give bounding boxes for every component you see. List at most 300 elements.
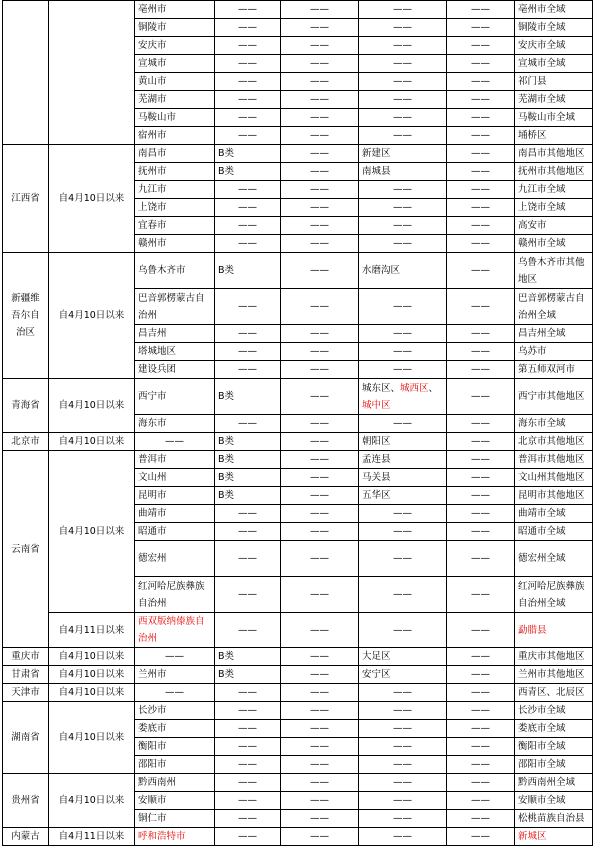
- province-cell: 甘肃省: [3, 666, 49, 684]
- low-risk-cell: ——: [447, 756, 515, 774]
- scope-cell: 铜陵市全域: [515, 19, 593, 37]
- start-date-cell: [49, 1, 135, 145]
- risk-class-cell: ——: [215, 577, 281, 613]
- low-risk-cell: ——: [447, 325, 515, 343]
- city-cell: 西宁市: [135, 379, 215, 415]
- scope-cell: 祁门县: [515, 73, 593, 91]
- scope-cell: 巴音郭楞蒙古自治州全域: [515, 289, 593, 325]
- risk-class-cell: ——: [215, 73, 281, 91]
- district-name: ——: [393, 526, 412, 537]
- table-row: [3, 145, 593, 163]
- mid-risk-district-cell: [359, 666, 447, 684]
- mid-risk-district-cell: [359, 828, 447, 846]
- province-cell: 云南省: [3, 451, 49, 648]
- city-cell: 文山州: [135, 469, 215, 487]
- mid-risk-district-cell: [359, 738, 447, 756]
- scope-cell: 上饶市全域: [515, 199, 593, 217]
- city-cell: 邵阳市: [135, 756, 215, 774]
- city-cell: 铜仁市: [135, 810, 215, 828]
- high-risk-cell: ——: [281, 487, 359, 505]
- scope-cell: 芜湖市全域: [515, 91, 593, 109]
- mid-risk-district-cell: [359, 289, 447, 325]
- city-cell: 马鞍山市: [135, 109, 215, 127]
- mid-risk-district-cell: [359, 451, 447, 469]
- city-cell: 呼和浩特市: [135, 828, 215, 846]
- mid-risk-district-cell: [359, 181, 447, 199]
- district-name: ——: [393, 202, 412, 213]
- low-risk-cell: ——: [447, 648, 515, 666]
- high-risk-cell: ——: [281, 469, 359, 487]
- risk-class-cell: ——: [215, 541, 281, 577]
- risk-class-cell: ——: [215, 415, 281, 433]
- high-risk-cell: ——: [281, 433, 359, 451]
- high-risk-cell: ——: [281, 217, 359, 235]
- low-risk-cell: ——: [447, 613, 515, 648]
- low-risk-cell: ——: [447, 127, 515, 145]
- province-cell: 内蒙古: [3, 828, 49, 846]
- scope-cell: 黔西南州全域: [515, 774, 593, 792]
- district-name: ——: [393, 759, 412, 770]
- scope-cell: 马鞍山市全域: [515, 109, 593, 127]
- scope-cell: 南昌市其他地区: [515, 145, 593, 163]
- mid-risk-district-cell: [359, 523, 447, 541]
- high-risk-cell: ——: [281, 253, 359, 289]
- low-risk-cell: ——: [447, 738, 515, 756]
- mid-risk-district-cell: [359, 810, 447, 828]
- city-cell: 九江市: [135, 181, 215, 199]
- scope-cell: 九江市全域: [515, 181, 593, 199]
- scope-cell: 乌苏市: [515, 343, 593, 361]
- mid-risk-district-cell: [359, 433, 447, 451]
- start-date-cell: 自4月10日以来: [49, 145, 135, 253]
- high-risk-cell: ——: [281, 361, 359, 379]
- scope-cell: 抚州市其他地区: [515, 163, 593, 181]
- scope-cell: 昆明市其他地区: [515, 487, 593, 505]
- risk-class-cell: ——: [215, 109, 281, 127]
- city-cell: 南昌市: [135, 145, 215, 163]
- city-cell: 铜陵市: [135, 19, 215, 37]
- district-name: 城东区: [362, 382, 391, 394]
- mid-risk-district-cell: [359, 756, 447, 774]
- mid-risk-district-cell: [359, 91, 447, 109]
- mid-risk-district-cell: [359, 613, 447, 648]
- district-name: ——: [393, 40, 412, 51]
- city-cell: ——: [135, 433, 215, 451]
- city-cell: 宣城市: [135, 55, 215, 73]
- city-cell: 衡阳市: [135, 738, 215, 756]
- district-name: ——: [393, 184, 412, 195]
- city-cell: 德宏州: [135, 541, 215, 577]
- mid-risk-district-cell: [359, 487, 447, 505]
- low-risk-cell: ——: [447, 163, 515, 181]
- high-risk-cell: ——: [281, 666, 359, 684]
- high-risk-cell: ——: [281, 379, 359, 415]
- low-risk-cell: ——: [447, 666, 515, 684]
- scope-cell: 安顺市全域: [515, 792, 593, 810]
- high-risk-cell: ——: [281, 613, 359, 648]
- high-risk-cell: ——: [281, 577, 359, 613]
- low-risk-cell: ——: [447, 145, 515, 163]
- high-risk-cell: ——: [281, 1, 359, 19]
- district-name: ——: [393, 553, 412, 564]
- province-cell: 新疆维吾尔自治区: [3, 253, 49, 379]
- risk-class-cell: ——: [215, 738, 281, 756]
- district-name: ——: [393, 22, 412, 33]
- start-date-cell: 自4月10日以来: [49, 253, 135, 379]
- scope-cell: 亳州市全域: [515, 1, 593, 19]
- city-cell: 西双版纳傣族自治州: [135, 613, 215, 648]
- high-risk-cell: ——: [281, 648, 359, 666]
- start-date-cell: 自4月11日以来: [49, 613, 135, 648]
- high-risk-cell: ——: [281, 756, 359, 774]
- high-risk-cell: ——: [281, 19, 359, 37]
- low-risk-cell: ——: [447, 774, 515, 792]
- scope-cell: 昌吉州全域: [515, 325, 593, 343]
- low-risk-cell: ——: [447, 55, 515, 73]
- city-cell: 昭通市: [135, 523, 215, 541]
- city-cell: 塔城地区: [135, 343, 215, 361]
- risk-class-cell: ——: [215, 720, 281, 738]
- start-date-cell: 自4月10日以来: [49, 774, 135, 828]
- risk-class-cell: ——: [215, 235, 281, 253]
- province-cell: 重庆市: [3, 648, 49, 666]
- risk-class-cell: ——: [215, 828, 281, 846]
- province-cell: 湖南省: [3, 702, 49, 774]
- scope-cell: 文山州其他地区: [515, 469, 593, 487]
- scope-cell: 西宁市其他地区: [515, 379, 593, 415]
- high-risk-cell: ——: [281, 451, 359, 469]
- city-cell: 长沙市: [135, 702, 215, 720]
- city-cell: 赣州市: [135, 235, 215, 253]
- city-cell: ——: [135, 684, 215, 702]
- low-risk-cell: ——: [447, 253, 515, 289]
- mid-risk-district-cell: [359, 145, 447, 163]
- risk-class-cell: ——: [215, 792, 281, 810]
- high-risk-cell: ——: [281, 738, 359, 756]
- mid-risk-district-cell: [359, 415, 447, 433]
- risk-class-cell: ——: [215, 361, 281, 379]
- start-date-cell: 自4月10日以来: [49, 433, 135, 451]
- low-risk-cell: ——: [447, 415, 515, 433]
- district-name: ——: [393, 705, 412, 716]
- city-cell: 黄山市: [135, 73, 215, 91]
- low-risk-cell: ——: [447, 217, 515, 235]
- city-cell: 娄底市: [135, 720, 215, 738]
- high-risk-cell: ——: [281, 91, 359, 109]
- high-risk-cell: ——: [281, 37, 359, 55]
- city-cell: 海东市: [135, 415, 215, 433]
- risk-class-cell: B类: [215, 253, 281, 289]
- table-row: [3, 666, 593, 684]
- province-cell: [3, 1, 49, 145]
- high-risk-cell: ——: [281, 523, 359, 541]
- low-risk-cell: ——: [447, 361, 515, 379]
- table-row: [3, 702, 593, 720]
- low-risk-cell: ——: [447, 91, 515, 109]
- risk-class-cell: ——: [215, 127, 281, 145]
- scope-cell: 红河哈尼族彝族自治州全域: [515, 577, 593, 613]
- mid-risk-district-cell: [359, 774, 447, 792]
- low-risk-cell: ——: [447, 19, 515, 37]
- low-risk-cell: ——: [447, 343, 515, 361]
- district-name: ——: [393, 346, 412, 357]
- scope-cell: 兰州市其他地区: [515, 666, 593, 684]
- city-cell: 曲靖市: [135, 505, 215, 523]
- mid-risk-district-cell: [359, 648, 447, 666]
- high-risk-cell: ——: [281, 325, 359, 343]
- district-name: ——: [393, 364, 412, 375]
- district-name: ——: [393, 795, 412, 806]
- high-risk-cell: ——: [281, 199, 359, 217]
- low-risk-cell: ——: [447, 235, 515, 253]
- mid-risk-district-cell: [359, 37, 447, 55]
- high-risk-cell: ——: [281, 684, 359, 702]
- district-name: ——: [393, 741, 412, 752]
- mid-risk-district-cell: [359, 73, 447, 91]
- mid-risk-district-cell: [359, 343, 447, 361]
- low-risk-cell: ——: [447, 451, 515, 469]
- district-name: ——: [393, 301, 412, 312]
- table-body: [3, 1, 593, 846]
- district-name: ——: [393, 687, 412, 698]
- city-cell: ——: [135, 648, 215, 666]
- district-name: 安宁区: [362, 669, 391, 680]
- table-row: [3, 379, 593, 415]
- district-name: 、 城西区: [391, 383, 429, 394]
- low-risk-cell: ——: [447, 487, 515, 505]
- risk-class-cell: ——: [215, 613, 281, 648]
- mid-risk-district-cell: [359, 127, 447, 145]
- risk-class-cell: ——: [215, 684, 281, 702]
- high-risk-cell: ——: [281, 505, 359, 523]
- risk-class-cell: B类: [215, 469, 281, 487]
- table-row: [3, 451, 593, 469]
- scope-cell: 海东市全域: [515, 415, 593, 433]
- city-cell: 昌吉州: [135, 325, 215, 343]
- province-cell: 天津市: [3, 684, 49, 702]
- risk-class-cell: ——: [215, 37, 281, 55]
- mid-risk-district-cell: [359, 199, 447, 217]
- risk-class-cell: ——: [215, 702, 281, 720]
- high-risk-cell: ——: [281, 289, 359, 325]
- mid-risk-district-cell: [359, 379, 447, 415]
- high-risk-cell: ——: [281, 55, 359, 73]
- scope-cell: 宣城市全域: [515, 55, 593, 73]
- mid-risk-district-cell: [359, 19, 447, 37]
- risk-class-cell: ——: [215, 199, 281, 217]
- scope-cell: 高安市: [515, 217, 593, 235]
- mid-risk-district-cell: [359, 253, 447, 289]
- district-name: 孟连县: [362, 454, 391, 465]
- low-risk-cell: ——: [447, 505, 515, 523]
- scope-cell: 赣州市全域: [515, 235, 593, 253]
- district-name: ——: [393, 777, 412, 788]
- district-name: ——: [393, 723, 412, 734]
- high-risk-cell: ——: [281, 828, 359, 846]
- mid-risk-district-cell: [359, 325, 447, 343]
- table-row: [3, 613, 593, 648]
- city-cell: 黔西南州: [135, 774, 215, 792]
- risk-class-cell: ——: [215, 810, 281, 828]
- risk-class-cell: B类: [215, 433, 281, 451]
- district-name: ——: [393, 328, 412, 339]
- low-risk-cell: ——: [447, 523, 515, 541]
- district-name: 南城县: [362, 166, 391, 177]
- scope-cell: 乌鲁木齐市其他地区: [515, 253, 593, 289]
- high-risk-cell: ——: [281, 792, 359, 810]
- low-risk-cell: ——: [447, 199, 515, 217]
- scope-cell: 衡阳市全域: [515, 738, 593, 756]
- district-name: ——: [393, 624, 412, 636]
- risk-class-cell: B类: [215, 163, 281, 181]
- province-cell: 青海省: [3, 379, 49, 433]
- risk-class-cell: ——: [215, 181, 281, 199]
- table-row: [3, 648, 593, 666]
- district-name: 五华区: [362, 490, 391, 501]
- risk-class-cell: ——: [215, 19, 281, 37]
- start-date-cell: 自4月10日以来: [49, 666, 135, 684]
- mid-risk-district-cell: [359, 55, 447, 73]
- risk-class-cell: ——: [215, 756, 281, 774]
- high-risk-cell: ——: [281, 127, 359, 145]
- table-row: [3, 433, 593, 451]
- district-name: 水磨沟区: [362, 265, 401, 276]
- risk-region-table: [2, 0, 593, 846]
- table-row: [3, 1, 593, 19]
- risk-class-cell: B类: [215, 379, 281, 415]
- scope-cell: 曲靖市全域: [515, 505, 593, 523]
- scope-cell: 邵阳市全域: [515, 756, 593, 774]
- high-risk-cell: ——: [281, 702, 359, 720]
- high-risk-cell: ——: [281, 415, 359, 433]
- risk-class-cell: ——: [215, 325, 281, 343]
- district-name: ——: [393, 220, 412, 231]
- mid-risk-district-cell: [359, 235, 447, 253]
- district-name: 、 城中区: [362, 383, 438, 411]
- low-risk-cell: ——: [447, 720, 515, 738]
- low-risk-cell: ——: [447, 792, 515, 810]
- mid-risk-district-cell: [359, 684, 447, 702]
- scope-cell: 埇桥区: [515, 127, 593, 145]
- start-date-cell: 自4月11日以来: [49, 828, 135, 846]
- risk-class-cell: ——: [215, 289, 281, 325]
- scope-cell: 娄底市全域: [515, 720, 593, 738]
- district-name: 马关县: [362, 472, 391, 483]
- high-risk-cell: ——: [281, 163, 359, 181]
- risk-class-cell: ——: [215, 91, 281, 109]
- scope-cell: 重庆市其他地区: [515, 648, 593, 666]
- risk-class-cell: B类: [215, 666, 281, 684]
- city-cell: 宿州市: [135, 127, 215, 145]
- city-cell: 亳州市: [135, 1, 215, 19]
- low-risk-cell: ——: [447, 1, 515, 19]
- district-name: 新建区: [362, 148, 391, 159]
- mid-risk-district-cell: [359, 792, 447, 810]
- table-row: [3, 774, 593, 792]
- scope-cell: 长沙市全域: [515, 702, 593, 720]
- low-risk-cell: ——: [447, 541, 515, 577]
- high-risk-cell: ——: [281, 343, 359, 361]
- high-risk-cell: ——: [281, 810, 359, 828]
- district-name: ——: [393, 58, 412, 69]
- low-risk-cell: ——: [447, 469, 515, 487]
- province-cell: 贵州省: [3, 774, 49, 828]
- low-risk-cell: ——: [447, 289, 515, 325]
- mid-risk-district-cell: [359, 469, 447, 487]
- district-name: ——: [393, 831, 412, 842]
- city-cell: 乌鲁木齐市: [135, 253, 215, 289]
- city-cell: 巴音郭楞蒙古自治州: [135, 289, 215, 325]
- high-risk-cell: ——: [281, 720, 359, 738]
- start-date-cell: 自4月10日以来: [49, 648, 135, 666]
- city-cell: 昆明市: [135, 487, 215, 505]
- city-cell: 红河哈尼族彝族自治州: [135, 577, 215, 613]
- city-cell: 上饶市: [135, 199, 215, 217]
- mid-risk-district-cell: [359, 702, 447, 720]
- district-name: ——: [393, 94, 412, 105]
- start-date-cell: 自4月10日以来: [49, 702, 135, 774]
- district-name: ——: [393, 813, 412, 824]
- city-cell: 兰州市: [135, 666, 215, 684]
- low-risk-cell: ——: [447, 433, 515, 451]
- table-row: [3, 684, 593, 702]
- high-risk-cell: ——: [281, 109, 359, 127]
- low-risk-cell: ——: [447, 828, 515, 846]
- province-cell: 江西省: [3, 145, 49, 253]
- risk-class-cell: ——: [215, 774, 281, 792]
- low-risk-cell: ——: [447, 702, 515, 720]
- city-cell: 宜春市: [135, 217, 215, 235]
- scope-cell: 普洱市其他地区: [515, 451, 593, 469]
- high-risk-cell: ——: [281, 73, 359, 91]
- scope-cell: 第五师双河市: [515, 361, 593, 379]
- high-risk-cell: ——: [281, 541, 359, 577]
- high-risk-cell: ——: [281, 145, 359, 163]
- city-cell: 建设兵团: [135, 361, 215, 379]
- start-date-cell: 自4月10日以来: [49, 684, 135, 702]
- city-cell: 芜湖市: [135, 91, 215, 109]
- district-name: ——: [393, 238, 412, 249]
- risk-class-cell: ——: [215, 55, 281, 73]
- low-risk-cell: ——: [447, 73, 515, 91]
- district-name: 朝阳区: [362, 436, 391, 447]
- scope-cell: 勐腊县: [515, 613, 593, 648]
- risk-class-cell: ——: [215, 1, 281, 19]
- city-cell: 安顺市: [135, 792, 215, 810]
- low-risk-cell: ——: [447, 684, 515, 702]
- province-cell: 北京市: [3, 433, 49, 451]
- scope-cell: 昭通市全域: [515, 523, 593, 541]
- mid-risk-district-cell: [359, 1, 447, 19]
- scope-cell: 新城区: [515, 828, 593, 846]
- city-cell: 普洱市: [135, 451, 215, 469]
- district-name: ——: [393, 76, 412, 87]
- mid-risk-district-cell: [359, 163, 447, 181]
- low-risk-cell: ——: [447, 37, 515, 55]
- high-risk-cell: ——: [281, 181, 359, 199]
- mid-risk-district-cell: [359, 541, 447, 577]
- high-risk-cell: ——: [281, 774, 359, 792]
- district-name: 大足区: [362, 651, 391, 662]
- low-risk-cell: ——: [447, 379, 515, 415]
- district-name: ——: [393, 418, 412, 429]
- risk-class-cell: B类: [215, 451, 281, 469]
- district-name: ——: [393, 130, 412, 141]
- district-name: ——: [393, 508, 412, 519]
- district-name: ——: [393, 112, 412, 123]
- table-row: [3, 828, 593, 846]
- mid-risk-district-cell: [359, 577, 447, 613]
